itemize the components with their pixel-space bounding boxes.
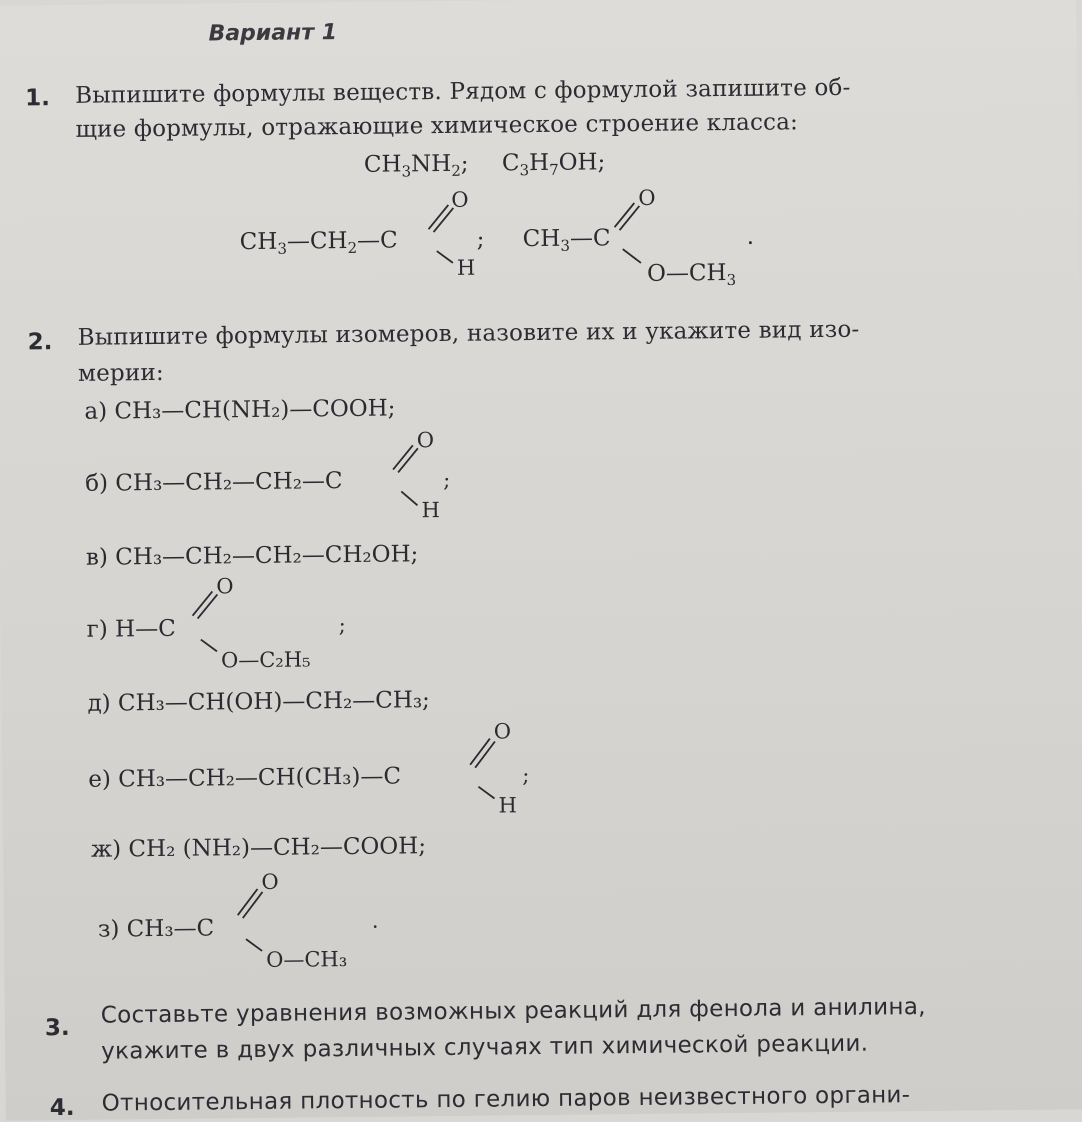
formula-methylamine: $CH_3NH_2$; <box>363 150 469 181</box>
question-1-line-1: Выпишите формулы веществ. Рядом с формулой запишите об- <box>75 74 851 109</box>
isomer-b-bonds <box>381 425 472 526</box>
isomer-g: г) H—C <box>86 615 176 643</box>
isomer-d: д) CH₃—CH(OH)—CH₂—CH₃; <box>87 687 430 717</box>
formula-methyl-acetate: $CH_3—C$ <box>522 225 611 255</box>
question-4-number: 4. <box>49 1094 75 1122</box>
isomer-z-bonds <box>225 861 406 983</box>
isomer-e-bonds <box>458 712 559 823</box>
formula-propanal: $CH_3—CH_2—C$ <box>239 227 398 258</box>
question-4-line-1: Относительная плотность по гелию паров неизвестного органи- <box>101 1082 911 1117</box>
isomer-z-end: . <box>371 908 379 933</box>
formula-propanol: $C_3H_7OH$; <box>501 149 606 180</box>
isomer-b-oxygen: O <box>416 428 435 453</box>
question-1-number: 1. <box>25 85 51 112</box>
isomer-a: а) CH₃—CH(NH₂)—COOH; <box>84 395 396 425</box>
variant-heading: Вариант 1 <box>208 20 338 47</box>
aldehyde-oxygen: O <box>451 187 469 212</box>
ester-carbonyl-oxygen: O <box>638 185 656 210</box>
question-3-line-1: Составьте уравнения возможных реакций для фенола и анилина, <box>100 993 926 1029</box>
isomer-b-hydrogen: H <box>421 498 440 523</box>
isomer-e-end: ; <box>522 763 530 788</box>
isomer-g-oxygen: O <box>216 574 234 599</box>
isomer-g-ethoxy: O—C₂H₅ <box>220 647 311 673</box>
question-2-line-2: мерии: <box>77 359 165 387</box>
aldehyde-separator: ; <box>476 226 485 253</box>
question-2-number: 2. <box>27 329 53 356</box>
isomer-b: б) CH₃—CH₂—CH₂—C <box>85 468 343 497</box>
question-3-line-2: укажите в двух различных случаях тип химической реакции. <box>101 1030 869 1065</box>
isomer-e: е) CH₃—CH₂—CH(CH₃)—C <box>88 763 402 793</box>
aldehyde-bonds <box>414 187 485 278</box>
isomer-b-end: ; <box>443 467 451 493</box>
isomer-e-oxygen: O <box>493 719 512 744</box>
ester-end: . <box>746 223 755 250</box>
isomer-g-bonds <box>180 568 381 680</box>
isomer-e-hydrogen: H <box>498 793 518 818</box>
isomer-z-methoxy: O—CH₃ <box>266 947 348 972</box>
isomer-z: з) CH₃—C <box>97 915 215 943</box>
ester-methoxy: $O—CH_3$ <box>646 260 737 290</box>
isomer-z-oxygen: O <box>261 869 279 894</box>
isomer-zh: ж) CH₂ (NH₂)—CH₂—COOH; <box>90 833 427 863</box>
isomer-g-end: ; <box>338 613 346 638</box>
aldehyde-hydrogen: H <box>456 255 476 280</box>
question-1-line-2: щие формулы, отражающие химическое строение класса: <box>75 109 799 143</box>
question-3-number: 3. <box>44 1014 70 1042</box>
question-2-line-1: Выпишите формулы изомеров, назовите их и укажите вид изо- <box>77 316 860 351</box>
isomer-v: в) CH₃—CH₂—CH₂—CH₂OH; <box>85 541 419 571</box>
